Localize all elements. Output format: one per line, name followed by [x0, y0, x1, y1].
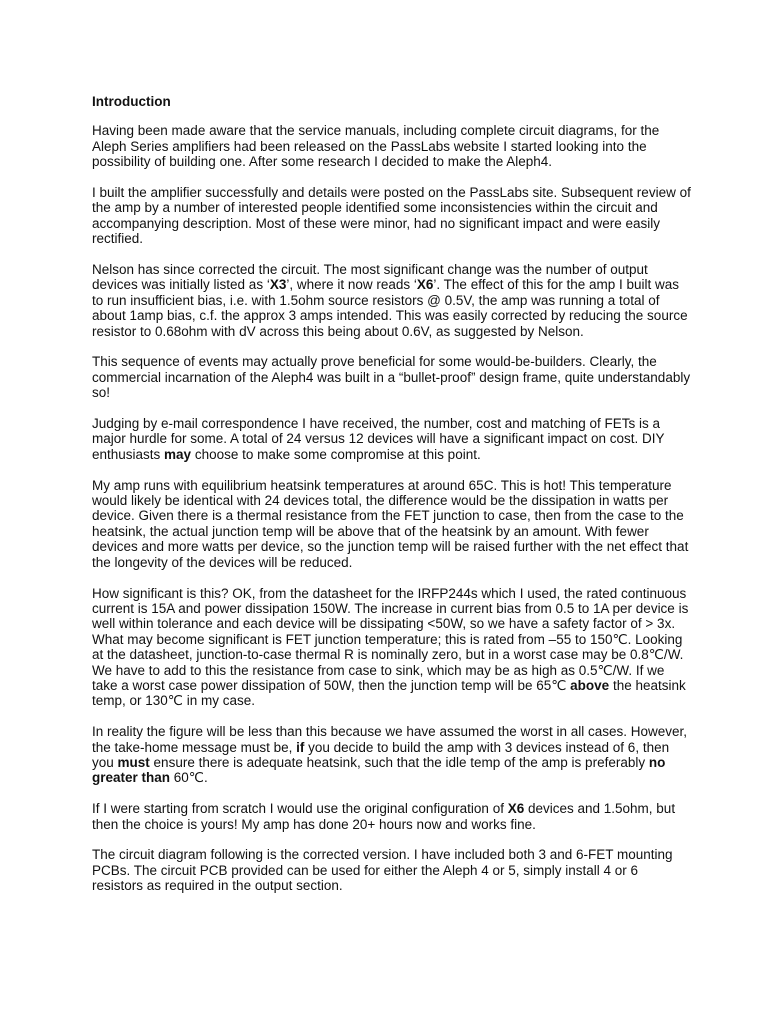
paragraph-9 — [92, 801, 692, 832]
paragraph-8-text-c: you decide to build the amp with 3 devices instead of 6, then you — [92, 739, 670, 770]
paragraph-3-bold-x3: X3 — [269, 277, 287, 293]
paragraph-3-text-a: Nelson has since corrected the circuit. The most significant change was the number of output devices was initially listed as ‘ — [92, 262, 648, 293]
paragraph-3 — [92, 262, 692, 339]
paragraph-3-text-c: ’, where it now reads ‘ — [286, 277, 417, 293]
paragraph-8-bold-no-greater-than: no greater than — [92, 754, 666, 786]
paragraph-8-text-e: ensure there is adequate heatsink, such that the idle temp of the amp is preferably — [149, 754, 649, 770]
paragraph-7 — [92, 586, 692, 709]
section-heading: Introduction — [92, 94, 171, 109]
paragraph-3-bold-x6: X6 — [416, 277, 434, 293]
paragraph-5-bold-may: may — [164, 446, 192, 462]
paragraph-7-text-a: How significant is this? OK, from the datasheet for the IRFP244s which I used, the rated continuous current is 15A and power dissipation 150W. The increase in current bias from 0.5 to 1A per device is well within tolerance and each device will be dissipating <50W, so we have a safety factor of > 3x. What may become significant is FET junction temperature; this is rated from –55 to 150℃. Looking at the datasheet, junction-to-case thermal R is nominally zero, but in a worst case may be 0.8℃/W. We have to add to this the resistance from case to sink, which may be as high as 0.5℃/W. If we take a worst case power dissipation of 50W, then the junction temp will be 65℃ — [92, 585, 689, 693]
paragraph-7-text-c: the heatsink temp, or 130℃ in my case. — [92, 677, 686, 709]
paragraph-9-bold-x6: X6 — [507, 801, 525, 817]
paragraph-5-text-c: choose to make some compromise at this point. — [191, 446, 481, 462]
paragraph-8-bold-if: if — [296, 739, 305, 755]
paragraph-9-text-a: If I were starting from scratch I would use the original configuration of — [92, 801, 508, 817]
paragraph-3-text-e: ’. The effect of this for the amp I built was to run insufficient bias, i.e. with 1.5ohm source resistors @ 0.5V, the amp was running a total of about 1amp bias, c.f. the approx 3 amps intended. This was easily corrected by reducing the source resistor to 0.68ohm with dV across this being about 0.6V, as suggested by Nelson. — [92, 277, 688, 339]
document-page — [92, 94, 692, 909]
paragraph-5 — [92, 416, 692, 462]
paragraph-4: This sequence of events may actually prove beneficial for some would-be-builders. Clearly, the commercial incarnation of the Aleph4 was built in a “bullet-proof” design frame, quite understandably so! — [92, 354, 691, 401]
paragraph-6: My amp runs with equilibrium heatsink temperatures at around 65C. This is hot! This temperature would likely be identical with 24 devices total, the difference would be the dissipation in watts per device. Given there is a thermal resistance from the FET junction to case, then from the case to the heatsink, the actual junction temp will be above that of the heatsink by an amount. With fewer devices and more watts per device, so the junction temp will be raised further with the net effect that the longevity of the devices will be reduced. — [92, 477, 689, 570]
paragraph-7-bold-above: above — [570, 677, 610, 693]
paragraph-10: The circuit diagram following is the corrected version. I have included both 3 and 6-FET mounting PCBs. The circuit PCB provided can be used for either the Aleph 4 or 5, simply install 4 or 6 resistors as required in the output section. — [92, 847, 673, 894]
paragraph-8-text-a: In reality the figure will be less than this because we have assumed the worst in all cases. However, the take-home message must be, — [92, 724, 688, 755]
paragraph-8-bold-must: must — [117, 754, 150, 770]
paragraph-9-text-c: devices and 1.5ohm, but then the choice is yours! My amp has done 20+ hours now and works fine. — [92, 801, 676, 832]
paragraph-8-text-g: 60℃. — [170, 770, 208, 786]
paragraph-1: Having been made aware that the service manuals, including complete circuit diagrams, for the Aleph Series amplifiers had been released on the PassLabs website I started looking into the possibility of building one. After some research I decided to make the Aleph4. — [92, 123, 660, 170]
paragraph-8 — [92, 724, 692, 786]
paragraph-2: I built the amplifier successfully and details were posted on the PassLabs site. Subsequent review of the amp by a number of interested people identified some inconsistencies within the circuit and accompanying description. Most of these were minor, had no significant impact and were easily rectified. — [92, 185, 691, 247]
paragraph-5-text-a: Judging by e-mail correspondence I have received, the number, cost and matching of FETs is a major hurdle for some. A total of 24 versus 12 devices will have a significant impact on cost. DIY enthusiasts — [92, 416, 665, 462]
